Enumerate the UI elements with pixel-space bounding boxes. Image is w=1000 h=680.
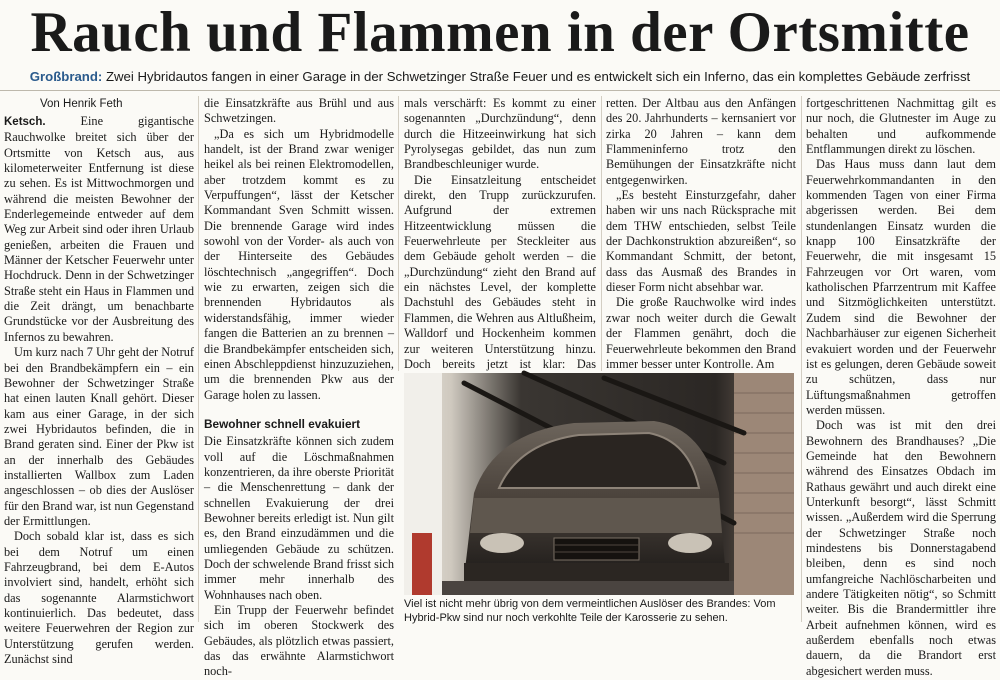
dateline: Ketsch. (4, 116, 46, 128)
paragraph: Ein Trupp der Feuerwehr befindet sich im oberen Stockwerk des Gebäudes, als plötzlich etwas passiert, das das erwähnte Alarmstichwort noch- (204, 603, 394, 679)
header-rule (0, 90, 1000, 91)
subline (0, 68, 1000, 86)
paragraph: Doch was ist mit den drei Bewohnern des Brandhauses? „Die Gemeinde hat den Bewohnern während des Einsatzes Obdach im Rathaus gewährt und auch direkt eine Unterkunft besorgt“, lässt Schmitt wissen. „Außerdem wird die Sperrung der Schwetzinger Straße noch mindestens bis Donnerstagabend bleiben, denn es sind noch umfangreiche Nachlöscharbeiten und andere Tätigkeiten nötig“, so Schmitt weiter. Bis die Brandermittler ihre Arbeit aufnehmen können, wird es außerdem ebenfalls noch etwas dauern, da die Brandort erst abgesichert werden muss. (806, 418, 996, 678)
column-separator (801, 96, 802, 622)
paragraph-text: Eine gigantische Rauchwolke breitet sich über der Ortsmitte von Ketsch aus, aus kilometerweiter Entfernung ist diese zu sehen. Es ist Mittwochmorgen und während die meisten Bewohner der Enderlegemeinde entweder auf dem Weg zur Arbeit sind oder ihren Urlaub genießen, arbeiten die Frauen und Männer der Ketscher Feuerwehr unter Hochdruck. Denn in der Schwetzinger Straße steht ein Haus in Flammen und die Zeit drängt, um benachbarte Grundstücke vor der Ausbreitung des Infernos zu bewahren. (4, 114, 194, 344)
paragraph: fortgeschrittenen Nachmittag gilt es nur noch, die Glutnester im Auge zu behalten und aufkommende Entflammungen direkt zu löschen. (806, 96, 996, 157)
paragraph: „Da es sich um Hybridmodelle handelt, ist der Brand zwar weniger heikel als bei reinen Elektromodellen, aber trotzdem kommt es zu Verpuffungen“, lässt der Ketscher Kommandant Sven Schmitt wissen. Die brennende Garage wird indes sowohl von der Vorder- als auch von der Hinterseite des Gebäudes löschtechnisch „angegriffen“. Doch wie zu erwarten, zeigen sich die brennenden Hybridautos als widerstandsfähig, immer wieder fangen die Batterien an zu brennen – die Brandbekämpfer entscheiden sich, einen Abschleppdienst hinzuzuziehen, um die brennenden Pkw aus der Garage holen zu lassen. (204, 126, 394, 402)
article-column-4 (606, 96, 796, 372)
paragraph: „Es besteht Einsturzgefahr, daher haben wir uns nach Rücksprache mit dem THW entschieden, selbst Teile der Dachkonstruktion abzureißen“, so Kommandant Schmitt, der betont, dass das Ausmaß des Brandes in dieser Form nicht absehbar war. (606, 188, 796, 295)
photo-caption: Viel ist nicht mehr übrig von dem vermeintlichen Auslöser des Brandes: Vom Hybrid-Pkw sind nur noch verkohlte Teile der Karosserie zu sehen. (404, 598, 776, 624)
column-separator (398, 96, 399, 371)
paragraph (4, 114, 194, 345)
column-separator (601, 96, 602, 371)
paragraph: Die Einsatzkräfte können sich zudem voll auf die Löschmaßnahmen konzentrieren, da ihre oberste Priorität – die Menschenrettung – dank der schnellen Evakuierung der drei Bewohner bereits erledigt ist. Nun gilt es, den Brand einzudämmen und die umliegenden Gebäude zu schützen. Doch der schwelende Brand frisst sich immer mehr innerhalb des Wohnhauses nach oben. (204, 434, 394, 602)
author-byline: Von Henrik Feth (40, 98, 123, 110)
section-subhead: Bewohner schnell evakuiert (204, 416, 361, 431)
kicker: Großbrand: (29, 69, 103, 84)
paragraph: Um kurz nach 7 Uhr geht der Notruf bei den Brandbekämpfern ein – ein Bewohner der Schwetzinger Straße hat einen lauten Knall gehört. Dieser kam aus einer Garage, in der sich zwei Hybridautos befinden, die in Brand geraten sind. Einer der Pkw ist an der innerhalb des Gebäudes installierten Wallbox zum Laden angeschlossen – ob dies der Auslöser für den Brand war, ist nun Gegenstand der Ermittlungen. (4, 345, 194, 528)
paragraph: Doch sobald klar ist, dass es sich bei dem Notruf um einen Fahrzeugbrand, bei dem E-Autos involviert sind, handelt, erhöht sich das sogenannte Alarmstichwort kontinuierlich. Das bedeutet, dass weitere Feuerwehren der Region zur Unterstützung gerufen werden. Zunächst sind (4, 529, 194, 667)
paragraph: Das Haus muss dann laut dem Feuerwehrkommandanten in den kommenden Tagen von einer Firma abgerissen werden. Bei dem stundenlangen Einsatz wurden die knapp 100 Einsatzkräfte der Feuerwehr, die mit insgesamt 15 Fahrzeugen vor Ort waren, vom katholischen Pfarrzentrum mit Kaffee und Sitzmöglichkeiten unterstützt. Zudem sind die Bewohner der Nachbarhäuser zur eigenen Sicherheit evakuiert worden und der Feuerwehr ist es gelungen, deren Gebäude soweit zu schützen, dass nur Lüftungsmaßnahmen getroffen werden müssen. (806, 157, 996, 417)
article-column-1 (4, 96, 194, 667)
paragraph: retten. Der Altbau aus den Anfängen des 20. Jahrhunderts – kernsaniert vor zirka 20 Jahren – kann dem Flammeninferno trotz den Bemühungen der Einsatzkräfte nicht entgegenwirken. (606, 96, 796, 187)
burned-car-photo (404, 373, 794, 595)
paragraph: Die Einsatzleitung entscheidet direkt, den Trupp zurückzurufen. Aufgrund der extremen Hitzeentwicklung müssen die Feuerwehrleute per Steckleiter aus dem Gebäude geholt werden – die „Durchzündung“ zieht den Brand auf ein nächstes Level, der komplette Dachstuhl des Gebäudes steht in Flammen, die Wehren aus Altlußheim, Walldorf und Hockenheim kommen zur weiteren Unterstützung hinzu. Doch bereits jetzt ist klar: Das (404, 172, 596, 371)
burned-car-illustration (404, 373, 794, 595)
article-column-5 (806, 96, 996, 678)
paragraph: die Einsatzkräfte aus Brühl und aus Schwetzingen. (204, 96, 394, 126)
paragraph: Die große Rauchwolke wird indes zwar noch weiter durch die Gewalt der Flammen genährt, doch die Feuerwehrleute bekommen den Brand immer besser unter Kontrolle. Am (606, 295, 796, 371)
paragraph: mals verschärft: Es kommt zu einer sogenannten „Durchzündung“, denn durch die Hitzeeinwirkung hat sich Pyrolysegas gebildet, das nun zum Brandbeschleuniger wurde. (404, 96, 596, 172)
column-separator (198, 96, 199, 622)
headline: Rauch und Flammen in der Ortsmitte (30, 1, 970, 64)
article-column-3 (404, 96, 596, 372)
subline-text: Zwei Hybridautos fangen in einer Garage in der Schwetzinger Straße Feuer und es entwickelt sich ein Inferno, das ein komplettes Gebäude zerfrisst (102, 69, 971, 84)
article-column-2 (204, 96, 394, 679)
